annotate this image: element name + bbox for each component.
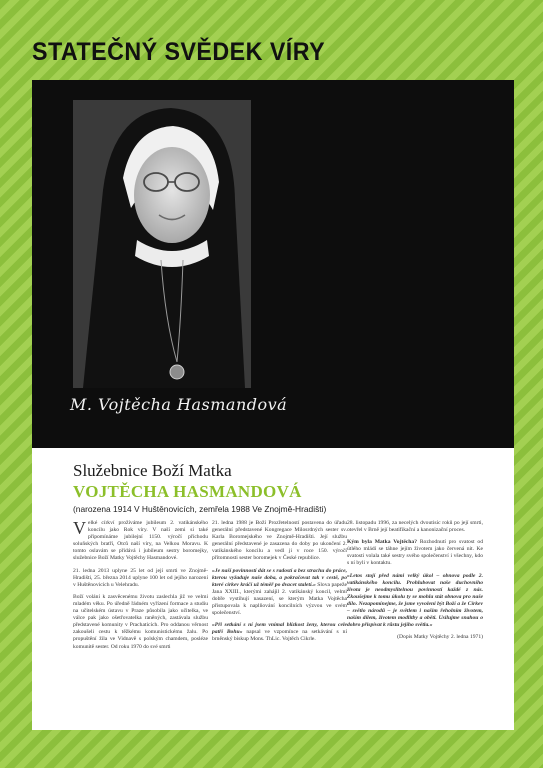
paragraph (347, 539, 483, 567)
text-column-1 (73, 520, 208, 656)
paragraph (73, 520, 208, 563)
quote: »Letos stojí před námi velký úkol – obnova podle 2. vatikánského koncilu. Prohlubovat naše duchovního života je neodmyslitelnou povinností každé z nás. Zkoušejme k tomu úkolu ty se mohla stát obnova pro naše dílo. Nezapomínejme, že jsme vyvoleni být Boží a že Církev – světlo národů – je světlem i našim řeholním životem, naším dílem, životem modlitby a oběti. Usilujme snahou o dobro přispívat k růstu jejího světla.« (347, 572, 483, 629)
heading-subtitle: (narozena 1914 V Huštěnovicích, zemřela 1988 Ve Znojmě-Hradišti) (73, 504, 327, 514)
paragraph (212, 622, 347, 643)
nun-portrait-illustration (73, 100, 251, 388)
quote: »Je naší povinností dát se s radostí a bez strachu do práce, kterou vyžaduje naše doba, a pokračovat tak v cestě, po které církev kráčí už téměř po dvacet staletí.« (212, 567, 347, 588)
paragraph-text: napsal ve vzpomínce na setkávání s ní brněnský biskup Mons. ThLic. Vojtěch Cikrle. (212, 629, 348, 643)
portrait-photo (73, 100, 251, 388)
paragraph-text: elké církví prožíváme jubileum 2. vatikánského koncilu jako Rok víry. V naší zemi si také připomínáme jubilejní 1150. výročí příchodu soluňských bratří, Otců naší víry, na Velkou Moravu. K tomto oslavám se přidává i jubileum sestry boromejky, služebnice Boží Matky Vojtěchy Hasmandové. (73, 520, 208, 562)
paragraph: 21. ledna 2013 uplyne 25 let od její smrti ve Znojmě-Hradišti, 25. března 2014 uplyne 100 let od jejího narození v Huštěnovicích u Velehradu. (73, 567, 208, 588)
paragraph-text: Slova papeže Jana XXIII., kterými zahájil 2. vatikánský koncil, velmi dobře vystihují nasazení, se kterým Matka Vojtěcha přistupovala k naplňování koncilních výzvou ve svém společenství. (212, 581, 347, 617)
quote: »Při setkání s ní jsem vnímal blízkost ženy, kterou cele patří Bohu« (212, 622, 347, 636)
quote-source: (Dopis Matky Vojtěchy 2. ledna 1971) (397, 634, 483, 641)
page-title: STATEČNÝ SVĚDEK VÍRY (32, 38, 326, 66)
paragraph: 21. ledna 1988 je Boží Prozřetelností postavena do úřadu generální představené Kongregace Milosrdných sester sv. Karla Boromejského ve Znojmě-Hradišti. Její službu generální představené je zasazena do doby po ukončení 2. vatikánského koncilu a vedl ji v roce 150. výročí přítomnosti sester boromejek v České republice. (212, 520, 347, 562)
drop-cap: V (73, 518, 86, 538)
question-label: Kým byla Matka Vojtěcha? (347, 539, 417, 546)
text-column-2 (212, 520, 347, 649)
text-column-3 (347, 520, 483, 646)
heading-name: VOJTĚCHA HASMANDOVÁ (73, 482, 302, 501)
paragraph (212, 568, 347, 618)
paragraph: Boží volání k zasvěcenému životu zaslechla již ve velmi mladém věku. Po úředně řádném vyřízení formace a studiu na učitelském ústavu v Praze působila jako učitelka, ve válce pak jako ošetřovatelka raněných, zastávala službu představené komunity v Prachaticích. Pro oddanou věrnost zakoušeli cestu k těžkému komunistickému žalu. Po propuštění žila ve Vidnavě s polským chamdem, posléze komunitě sester. Od roku 1970 do své smrti (73, 593, 208, 650)
heading-line1: Služebnice Boží Matka (73, 461, 232, 480)
paragraph: 28. listopadu 1996, za necelých dvoutisíc roků po její smrti, otevřel v Brně její beatifikační a kanonizační proces. (347, 520, 483, 534)
paragraph-text: Rozhodnutí pro svatost od útlého mládí se táhne jejím životem jako červená nit. Ke svatosti volala také sestry svého společenství i všechny, kdo s ní byli v kontaktu. (347, 539, 483, 567)
signature: M. Vojtěcha Hasmandová (70, 395, 288, 414)
